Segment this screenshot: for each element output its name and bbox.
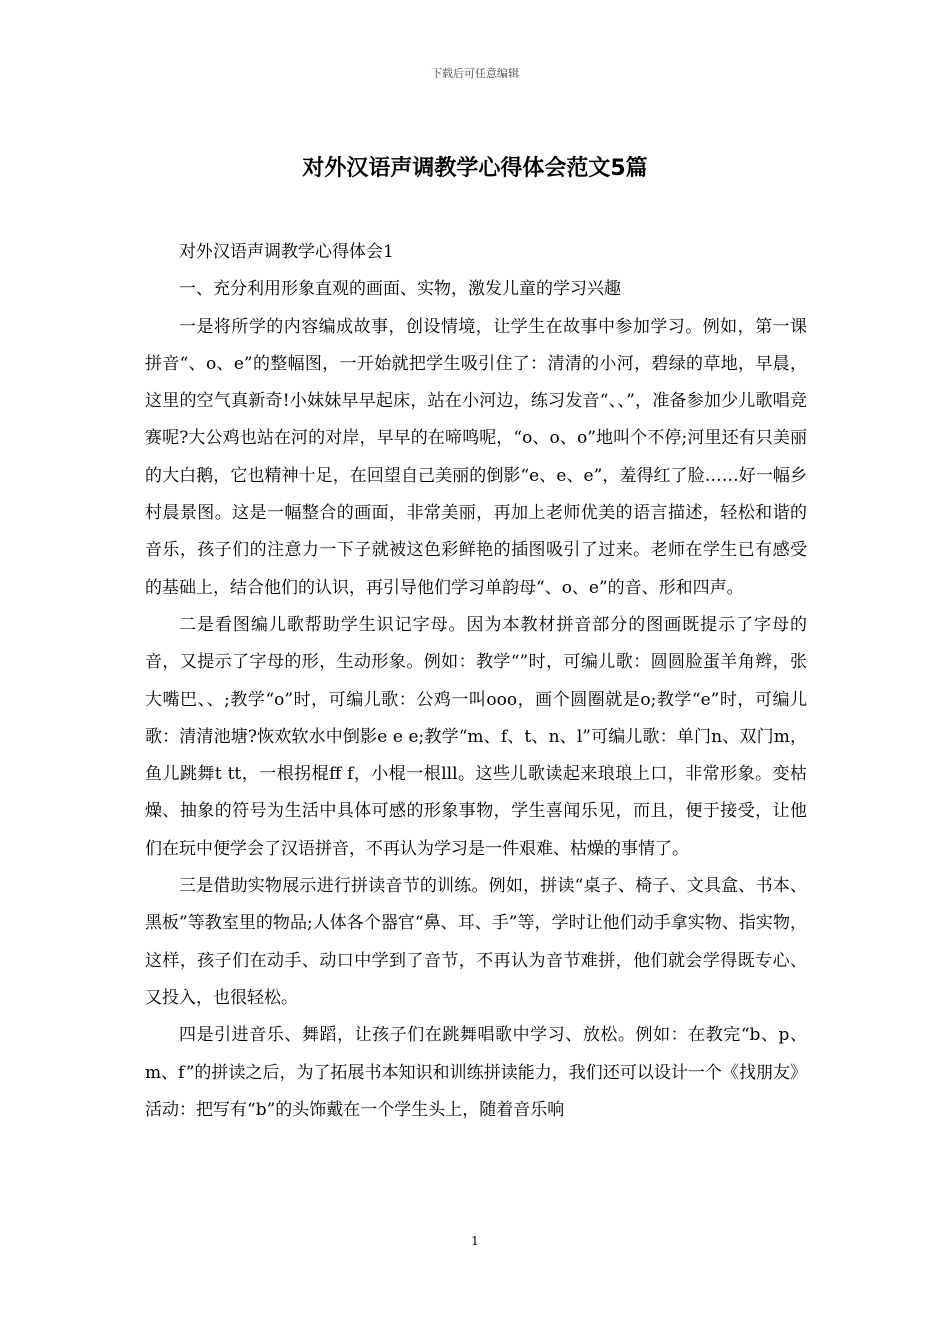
subsection-heading: 一、充分利用形象直观的画面、实物，激发儿童的学习兴趣 [179,279,621,300]
body-paragraph: 三是借助实物展示进行拼读音节的训练。例如，拼读“桌子、椅子、文具盒、书本、黑板”等教室里的物品;人体各个器官“鼻、耳、手”等，学时让他们动手拿实物、指实物，这样，孩子们在动手、动口中学到了音节，不再认为音节难拼，他们就会学得既专心、又投入，也很轻松。 [145,876,807,1008]
body-paragraph: 四是引进音乐、舞蹈，让孩子们在跳舞唱歌中学习、放松。例如：在教完“b、p、m、f”的拼读之后，为了拓展书本知识和训练拼读能力，我们还可以设计一个《找朋友》活动：把写有“b”的头饰戴在一个学生头上，随着音乐响 [145,1025,807,1120]
document-body [145,234,807,1129]
section-heading: 对外汉语声调教学心得体会1 [179,242,394,262]
body-paragraph: 二是看图编儿歌帮助学生识记字母。因为本教材拼音部分的图画既提示了字母的音，又提示了字母的形，生动形象。例如：教学“”时，可编儿歌：圆圆脸蛋羊角辫，张大嘴巴、、;教学“o”时，可编儿歌：公鸡一叫ooo，画个圆圈就是o;教学“e”时，可编儿歌：清清池塘?恢欢软水中倒影e e e;教学“m、f、t、n、l”可编儿歌：单门n、双门m，鱼儿跳舞t tt，一根拐棍ff f，小棍一根lll。这些儿歌读起来琅琅上口，非常形象。变枯燥、抽象的符号为生活中具体可感的形象事物，学生喜闻乐见，而且，便于接受，让他们在玩中便学会了汉语拼音，不再认为学习是一件艰难、枯燥的事情了。 [145,614,807,859]
body-paragraph: 一是将所学的内容编成故事，创设情境，让学生在故事中参加学习。例如，第一课拼音“、o、e”的整幅图，一开始就把学生吸引住了：清清的小河，碧绿的草地，早晨，这里的空气真新奇!小妹妹早早起床，站在小河边，练习发音“、、”，准备参加少儿歌唱竞赛呢?大公鸡也站在河的对岸，早早的在啼鸣呢，“o、o、o”地叫个不停;河里还有只美丽的大白鹅，它也精神十足，在回望自己美丽的倒影“e、e、e”，羞得红了脸……好一幅乡村晨景图。这是一幅整合的画面，非常美丽，再加上老师优美的语言描述，轻松和谐的音乐，孩子们的注意力一下子就被这色彩鲜艳的插图吸引了过来。老师在学生已有感受的基础上，结合他们的认识，再引导他们学习单韵母“、o、e”的音、形和四声。 [145,316,807,598]
page-number: 1 [471,1234,479,1248]
page-header-note: 下载后可任意编辑 [431,67,519,80]
document-title: 对外汉语声调教学心得体会范文5篇 [302,156,648,181]
